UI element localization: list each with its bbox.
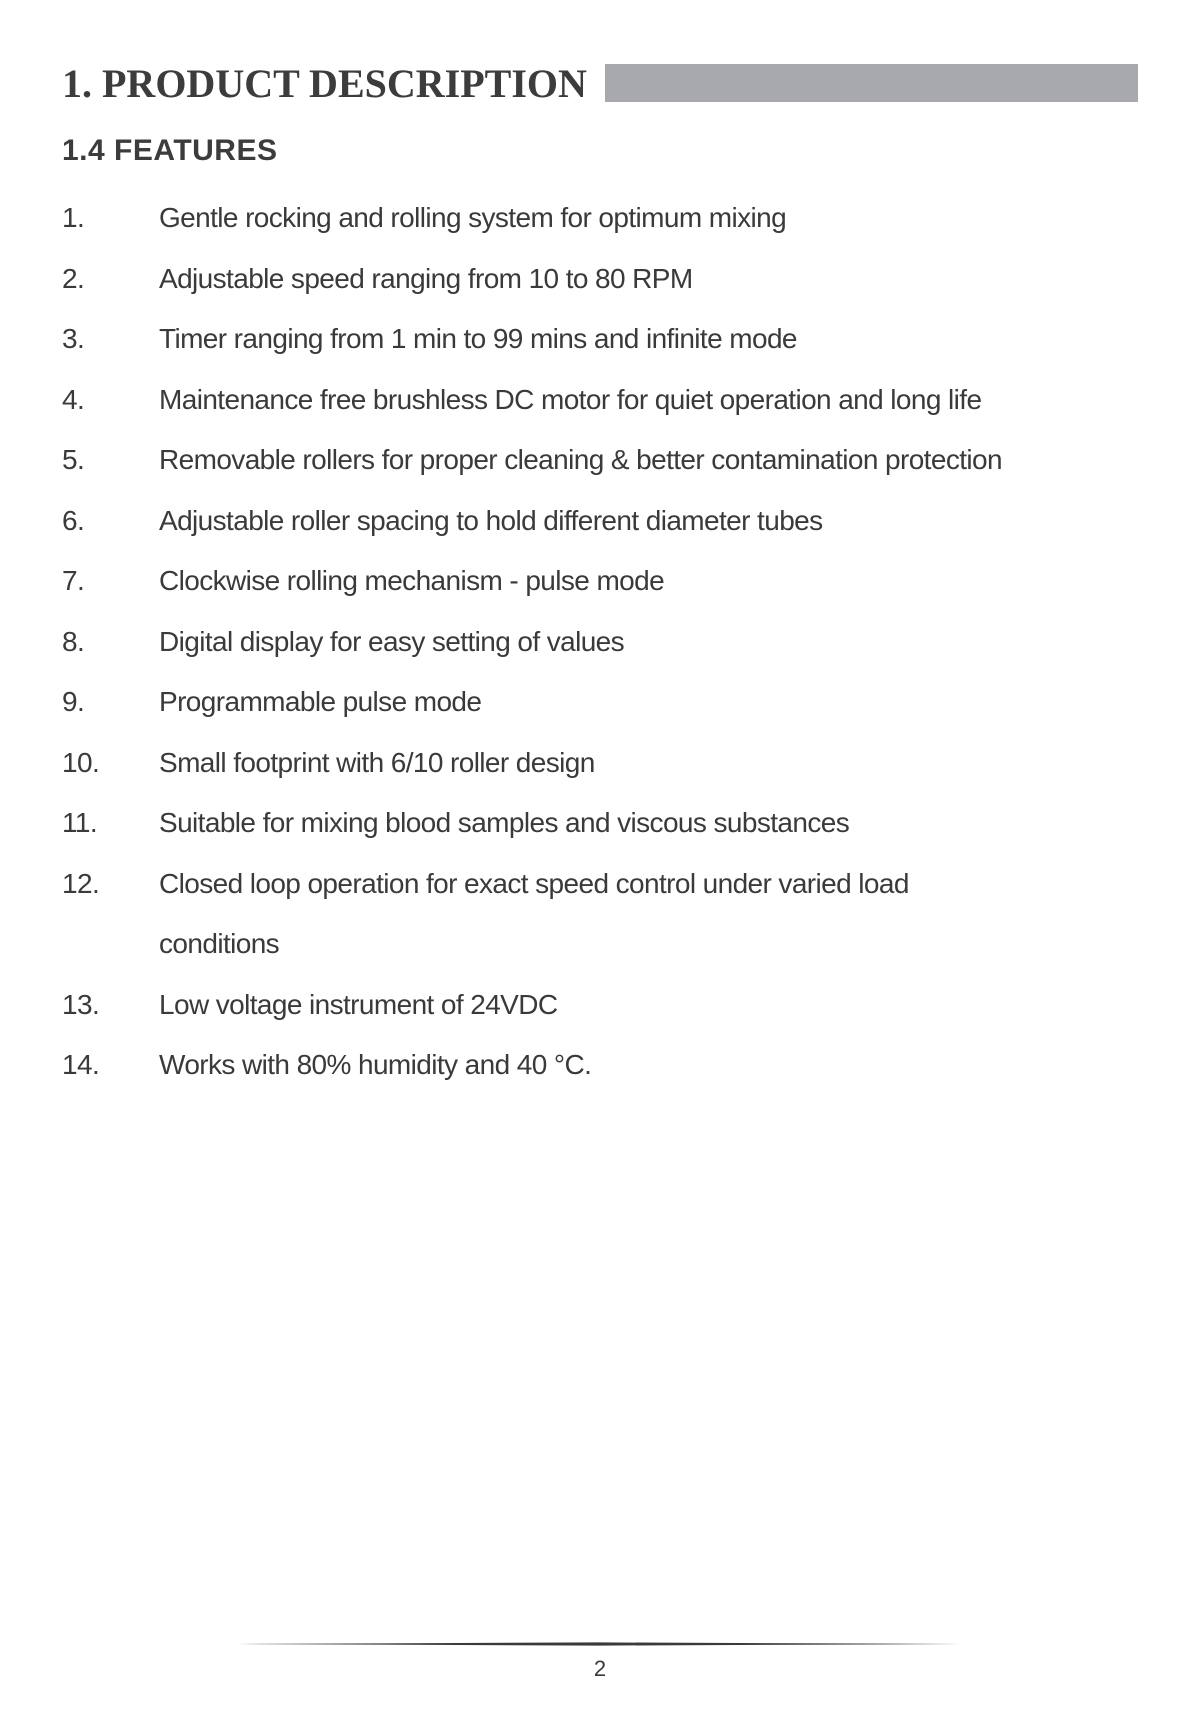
feature-item: [62, 551, 1142, 612]
feature-item: [62, 188, 1142, 249]
feature-text: Adjustable roller spacing to hold different diameter tubes: [159, 504, 823, 536]
feature-item: [62, 672, 1142, 733]
feature-text: Programmable pulse mode: [159, 686, 482, 717]
feature-item: [62, 491, 1142, 552]
title-decor-bar: [605, 64, 1138, 102]
feature-text: Clockwise rolling mechanism - pulse mode: [159, 565, 665, 596]
features-list: [62, 188, 1142, 1096]
section-title: 1. PRODUCT DESCRIPTION: [62, 60, 587, 106]
feature-text: Gentle rocking and rolling system for optimum mixing: [159, 202, 787, 233]
feature-text: Maintenance free brushless DC motor for quiet operation and long life: [159, 383, 982, 415]
feature-number: 1.: [62, 202, 85, 233]
feature-item: [62, 793, 1142, 854]
feature-text: Timer ranging from 1 min to 99 mins and infinite mode: [159, 323, 797, 354]
feature-text: Low voltage instrument of 24VDC: [159, 988, 558, 1020]
feature-item: [62, 1035, 1142, 1096]
feature-number: 4.: [62, 383, 85, 415]
feature-number: 5.: [62, 444, 85, 475]
feature-item: [62, 249, 1142, 310]
page-number: 2: [593, 1656, 607, 1681]
features-heading: 1.4 FEATURES: [62, 134, 278, 167]
feature-item: [62, 309, 1142, 370]
footer-divider: [236, 1642, 962, 1646]
feature-text: Digital display for easy setting of values: [159, 625, 625, 657]
feature-item: [62, 854, 1142, 975]
feature-number: 7.: [62, 565, 85, 596]
feature-text: Removable rollers for proper cleaning & better contamination protection: [159, 444, 1002, 475]
feature-item: [62, 612, 1142, 673]
feature-item: [62, 370, 1142, 431]
feature-number: 2.: [62, 262, 85, 294]
feature-item: [62, 430, 1142, 491]
feature-number: 6.: [62, 504, 85, 536]
feature-item: [62, 733, 1142, 794]
feature-number: 14.: [62, 1049, 100, 1080]
feature-text: Suitable for mixing blood samples and viscous substances: [159, 807, 850, 838]
feature-number: 12.: [62, 867, 100, 899]
section-header: [62, 58, 1138, 108]
feature-item: [62, 975, 1142, 1036]
feature-number: 3.: [62, 323, 85, 354]
feature-number: 8.: [62, 625, 85, 657]
feature-text: Works with 80% humidity and 40 °C.: [159, 1049, 592, 1080]
feature-number: 10.: [62, 746, 100, 778]
feature-text: Closed loop operation for exact speed control under varied load conditions: [159, 867, 909, 959]
feature-text: Small footprint with 6/10 roller design: [159, 746, 595, 778]
feature-number: 9.: [62, 686, 85, 717]
feature-number: 11.: [62, 807, 98, 838]
feature-text: Adjustable speed ranging from 10 to 80 RPM: [159, 262, 693, 294]
feature-number: 13.: [62, 988, 100, 1020]
